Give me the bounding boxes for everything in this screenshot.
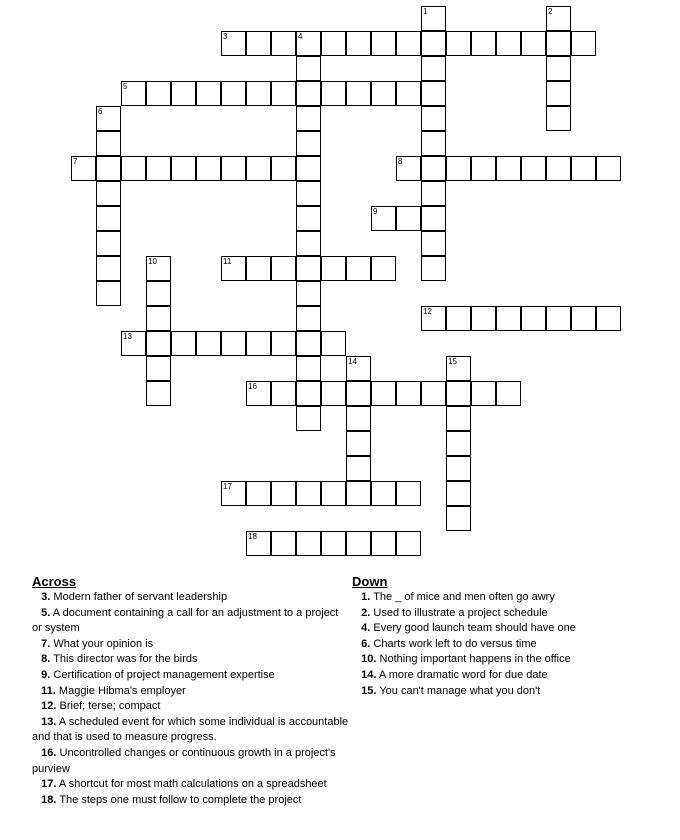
grid-cell[interactable] [246, 481, 271, 506]
clue-number: 8. [41, 653, 51, 666]
cell-number: 2 [548, 7, 553, 16]
across-clue [32, 715, 350, 746]
grid-cell[interactable] [146, 331, 171, 356]
grid-cell[interactable] [296, 81, 321, 106]
clue-text: This director was for the birds [50, 653, 198, 666]
grid-cell[interactable] [321, 531, 346, 556]
grid-cell[interactable] [296, 181, 321, 206]
grid-cell[interactable] [121, 156, 146, 181]
clue-number: 6. [361, 637, 371, 650]
down-clues [352, 575, 652, 699]
clue-number: 13. [41, 715, 57, 728]
grid-cell[interactable] [371, 381, 396, 406]
grid-cell[interactable] [396, 81, 421, 106]
grid-cell[interactable] [96, 281, 121, 306]
clue-text: A more dramatic word for due date [376, 668, 548, 681]
clue-number: 18. [41, 793, 57, 806]
grid-cell[interactable] [396, 31, 421, 56]
grid-cell[interactable] [96, 181, 121, 206]
grid-cell[interactable] [271, 331, 296, 356]
grid-cell[interactable] [121, 331, 146, 356]
clue-text: Used to illustrate a project schedule [370, 606, 548, 619]
cell-number: 12 [423, 307, 432, 316]
grid-cell[interactable] [321, 331, 346, 356]
clue-text: The steps one must follow to complete the project [56, 793, 302, 806]
down-clue [352, 652, 652, 668]
grid-cell[interactable] [171, 81, 196, 106]
clue-text: Modern father of servant leadership [50, 591, 228, 603]
clue-number: 1. [361, 591, 371, 603]
grid-cell[interactable] [296, 381, 321, 406]
clue-text: Every good launch team should have one [370, 622, 576, 635]
grid-cell[interactable] [396, 156, 421, 181]
clue-number: 15. [361, 684, 377, 697]
grid-cell[interactable] [171, 331, 196, 356]
grid-cell[interactable] [471, 381, 496, 406]
across-clue [32, 590, 350, 606]
grid-cell[interactable] [421, 6, 446, 31]
grid-cell[interactable] [346, 481, 371, 506]
grid-cell[interactable] [496, 31, 521, 56]
grid-cell[interactable] [571, 31, 596, 56]
grid-cell[interactable] [321, 256, 346, 281]
grid-cell[interactable] [296, 481, 321, 506]
cell-number: 8 [398, 157, 403, 166]
grid-cell[interactable] [221, 156, 246, 181]
grid-cell[interactable] [346, 431, 371, 456]
grid-cell[interactable] [196, 156, 221, 181]
down-clue [352, 684, 652, 700]
grid-cell[interactable] [271, 81, 296, 106]
grid-cell[interactable] [446, 381, 471, 406]
across-clue [32, 652, 350, 668]
grid-cell[interactable] [546, 56, 571, 81]
clue-number: 10. [361, 653, 377, 666]
grid-cell[interactable] [296, 406, 321, 431]
grid-cell[interactable] [346, 31, 371, 56]
across-clue [32, 777, 350, 793]
grid-cell[interactable] [471, 31, 496, 56]
grid-cell[interactable] [246, 256, 271, 281]
grid-cell[interactable] [71, 156, 96, 181]
clue-number: 11. [41, 684, 56, 697]
cell-number: 11 [223, 257, 232, 266]
across-clue [32, 668, 350, 684]
grid-cell[interactable] [96, 231, 121, 256]
across-heading: Across [32, 574, 77, 589]
grid-cell[interactable] [246, 156, 271, 181]
grid-cell[interactable] [471, 306, 496, 331]
clue-text: Uncontrolled changes or continuous growth in a project's purview [32, 746, 336, 775]
grid-cell[interactable] [421, 381, 446, 406]
cell-number: 7 [73, 157, 78, 166]
grid-cell[interactable] [571, 156, 596, 181]
grid-cell[interactable] [371, 256, 396, 281]
grid-cell[interactable] [296, 156, 321, 181]
grid-cell[interactable] [421, 306, 446, 331]
grid-cell[interactable] [271, 481, 296, 506]
grid-cell[interactable] [96, 106, 121, 131]
across-clue [32, 699, 350, 715]
clue-number: 7. [41, 637, 51, 650]
grid-cell[interactable] [146, 306, 171, 331]
grid-cell[interactable] [271, 31, 296, 56]
clue-number: 17. [41, 778, 57, 791]
grid-cell[interactable] [146, 356, 171, 381]
grid-cell[interactable] [246, 31, 271, 56]
grid-cell[interactable] [296, 206, 321, 231]
grid-cell[interactable] [446, 306, 471, 331]
clue-text: You can't manage what you don't [376, 684, 541, 697]
grid-cell[interactable] [421, 56, 446, 81]
clue-number: 9. [41, 668, 51, 681]
across-clues [32, 575, 350, 808]
grid-cell[interactable] [296, 131, 321, 156]
cell-number: 6 [98, 107, 103, 116]
grid-cell[interactable] [371, 206, 396, 231]
cell-number: 17 [223, 482, 232, 491]
grid-cell[interactable] [446, 481, 471, 506]
grid-cell[interactable] [421, 31, 446, 56]
grid-cell[interactable] [246, 331, 271, 356]
grid-cell[interactable] [146, 256, 171, 281]
cell-number: 4 [298, 32, 303, 41]
grid-cell[interactable] [321, 481, 346, 506]
grid-cell[interactable] [121, 81, 146, 106]
grid-cell[interactable] [221, 256, 246, 281]
grid-cell[interactable] [296, 281, 321, 306]
clue-text: The _ of mice and men often go awry [370, 591, 555, 603]
grid-cell[interactable] [421, 106, 446, 131]
grid-cell[interactable] [346, 256, 371, 281]
across-clue-list [32, 590, 350, 808]
grid-cell[interactable] [96, 206, 121, 231]
clue-text: Charts work left to do versus time [370, 637, 537, 650]
grid-cell[interactable] [296, 231, 321, 256]
grid-cell[interactable] [321, 31, 346, 56]
down-clue [352, 668, 652, 684]
clue-text: Maggie Hibma's employer [55, 684, 186, 697]
grid-cell[interactable] [221, 31, 246, 56]
grid-cell[interactable] [496, 306, 521, 331]
grid-cell[interactable] [246, 81, 271, 106]
grid-cell[interactable] [521, 156, 546, 181]
grid-cell[interactable] [421, 256, 446, 281]
grid-cell[interactable] [96, 256, 121, 281]
grid-cell[interactable] [571, 306, 596, 331]
down-clue [352, 606, 652, 622]
down-clue [352, 621, 652, 637]
grid-cell[interactable] [146, 81, 171, 106]
grid-cell[interactable] [271, 381, 296, 406]
grid-cell[interactable] [246, 381, 271, 406]
grid-cell[interactable] [446, 506, 471, 531]
clue-text: What your opinion is [50, 637, 154, 650]
grid-cell[interactable] [371, 81, 396, 106]
clue-text: Nothing important happens in the office [376, 653, 571, 666]
grid-cell[interactable] [146, 281, 171, 306]
down-heading: Down [352, 574, 388, 589]
clue-number: 2. [361, 606, 371, 619]
grid-cell[interactable] [546, 106, 571, 131]
clue-number: 5. [41, 606, 51, 619]
grid-cell[interactable] [96, 131, 121, 156]
grid-cell[interactable] [146, 381, 171, 406]
across-clue [32, 606, 350, 637]
across-clue [32, 793, 350, 809]
across-clue [32, 746, 350, 777]
grid-cell[interactable] [496, 381, 521, 406]
grid-cell[interactable] [346, 531, 371, 556]
grid-cell[interactable] [446, 356, 471, 381]
cell-number: 14 [348, 357, 357, 366]
grid-cell[interactable] [546, 306, 571, 331]
grid-cell[interactable] [271, 256, 296, 281]
grid-cell[interactable] [521, 306, 546, 331]
down-clue [352, 590, 652, 606]
grid-cell[interactable] [246, 531, 271, 556]
grid-cell[interactable] [521, 31, 546, 56]
grid-cell[interactable] [296, 356, 321, 381]
grid-cell[interactable] [296, 531, 321, 556]
grid-cell[interactable] [421, 131, 446, 156]
cell-number: 15 [448, 357, 457, 366]
grid-cell[interactable] [396, 481, 421, 506]
grid-cell[interactable] [221, 331, 246, 356]
grid-cell[interactable] [546, 6, 571, 31]
cell-number: 9 [373, 207, 378, 216]
grid-cell[interactable] [296, 306, 321, 331]
cell-number: 3 [223, 32, 228, 41]
grid-cell[interactable] [171, 156, 196, 181]
clue-number: 14. [361, 668, 377, 681]
grid-cell[interactable] [421, 206, 446, 231]
cell-number: 18 [248, 532, 257, 541]
grid-cell[interactable] [371, 481, 396, 506]
clue-number: 16. [41, 746, 57, 759]
clue-number: 12. [41, 700, 57, 713]
grid-cell[interactable] [446, 431, 471, 456]
clue-number: 3. [41, 591, 51, 603]
grid-cell[interactable] [371, 31, 396, 56]
clue-number: 4. [361, 622, 371, 635]
cell-number: 1 [423, 7, 428, 16]
grid-cell[interactable] [296, 31, 321, 56]
clue-text: A shortcut for most math calculations on a spreadsheet [56, 778, 327, 791]
grid-cell[interactable] [346, 381, 371, 406]
grid-cell[interactable] [271, 156, 296, 181]
grid-cell[interactable] [296, 256, 321, 281]
grid-cell[interactable] [271, 531, 296, 556]
cell-number: 16 [248, 382, 257, 391]
grid-cell[interactable] [346, 356, 371, 381]
grid-cell[interactable] [346, 81, 371, 106]
grid-cell[interactable] [446, 31, 471, 56]
grid-cell[interactable] [196, 331, 221, 356]
grid-cell[interactable] [346, 406, 371, 431]
grid-cell[interactable] [446, 456, 471, 481]
clue-text: A scheduled event for which some individual is accountable and that is used to measure progress. [32, 715, 349, 744]
across-clue [32, 637, 350, 653]
grid-cell[interactable] [346, 456, 371, 481]
grid-cell[interactable] [421, 181, 446, 206]
grid-cell[interactable] [446, 156, 471, 181]
grid-cell[interactable] [596, 306, 621, 331]
clue-text: A document containing a call for an adjustment to a project or system [32, 606, 339, 635]
grid-cell[interactable] [546, 81, 571, 106]
clue-text: Brief; terse; compact [56, 700, 161, 713]
grid-cell[interactable] [296, 56, 321, 81]
cell-number: 5 [123, 82, 128, 91]
grid-cell[interactable] [321, 81, 346, 106]
grid-cell[interactable] [296, 331, 321, 356]
grid-cell[interactable] [396, 381, 421, 406]
grid-cell[interactable] [396, 531, 421, 556]
grid-cell[interactable] [221, 81, 246, 106]
grid-cell[interactable] [421, 231, 446, 256]
grid-cell[interactable] [321, 381, 346, 406]
grid-cell[interactable] [146, 156, 171, 181]
grid-cell[interactable] [421, 156, 446, 181]
grid-cell[interactable] [546, 31, 571, 56]
grid-cell[interactable] [196, 81, 221, 106]
cell-number: 13 [123, 332, 132, 341]
grid-cell[interactable] [396, 206, 421, 231]
grid-cell[interactable] [471, 156, 496, 181]
grid-cell[interactable] [496, 156, 521, 181]
down-clue [352, 637, 652, 653]
grid-cell[interactable] [221, 481, 246, 506]
grid-cell[interactable] [296, 106, 321, 131]
down-clue-list [352, 590, 652, 699]
grid-cell[interactable] [371, 531, 396, 556]
grid-cell[interactable] [421, 81, 446, 106]
cell-number: 10 [148, 257, 157, 266]
grid-cell[interactable] [446, 406, 471, 431]
grid-cell[interactable] [596, 156, 621, 181]
grid-cell[interactable] [546, 156, 571, 181]
grid-cell[interactable] [96, 156, 121, 181]
across-clue [32, 684, 350, 700]
clue-text: Certification of project management expertise [50, 668, 275, 681]
